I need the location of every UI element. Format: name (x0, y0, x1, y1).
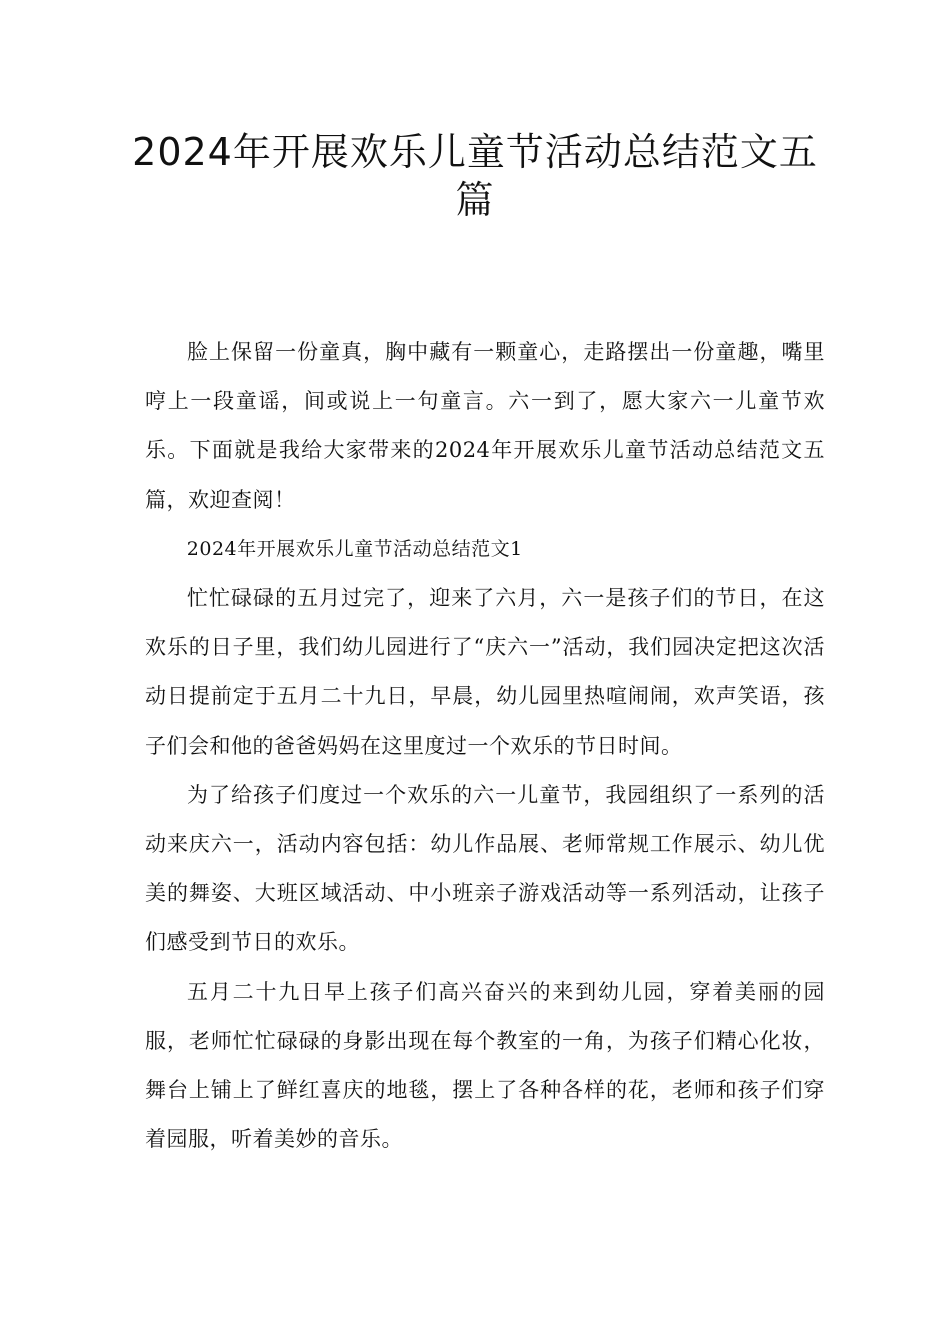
body-paragraph: 为了给孩子们度过一个欢乐的六一儿童节，我园组织了一系列的活动来庆六一，活动内容包括：幼儿作品展、老师常规工作展示、幼儿优美的舞姿、大班区域活动、中小班亲子游戏活动等一系列活动，让孩子们感受到节日的欢乐。 (145, 782, 825, 955)
section-heading: 2024年开展欢乐儿童节活动总结范文1 (186, 537, 523, 560)
body-paragraph: 五月二十九日早上孩子们高兴奋兴的来到幼儿园，穿着美丽的园服，老师忙忙碌碌的身影出现在每个教室的一角，为孩子们精心化妆，舞台上铺上了鲜红喜庆的地毯，摆上了各种各样的花，老师和孩子们穿着园服，听着美妙的音乐。 (145, 979, 825, 1152)
body-paragraph: 忙忙碌碌的五月过完了，迎来了六月，六一是孩子们的节日，在这欢乐的日子里，我们幼儿园进行了“庆六一”活动，我们园决定把这次活动日提前定于五月二十九日，早晨，幼儿园里热喧闹闹，欢声笑语，孩子们会和他的爸爸妈妈在这里度过一个欢乐的节日时间。 (145, 586, 825, 758)
intro-paragraph: 脸上保留一份童真，胸中藏有一颗童心，走路摆出一份童趣，嘴里哼上一段童谣，间或说上一句童言。六一到了，愿大家六一儿童节欢乐。下面就是我给大家带来的2024年开展欢乐儿童节活动总结范文五篇，欢迎查阅！ (145, 340, 825, 512)
document-body (145, 328, 825, 1164)
document-title: 2024年开展欢乐儿童节活动总结范文五篇 (132, 130, 818, 222)
